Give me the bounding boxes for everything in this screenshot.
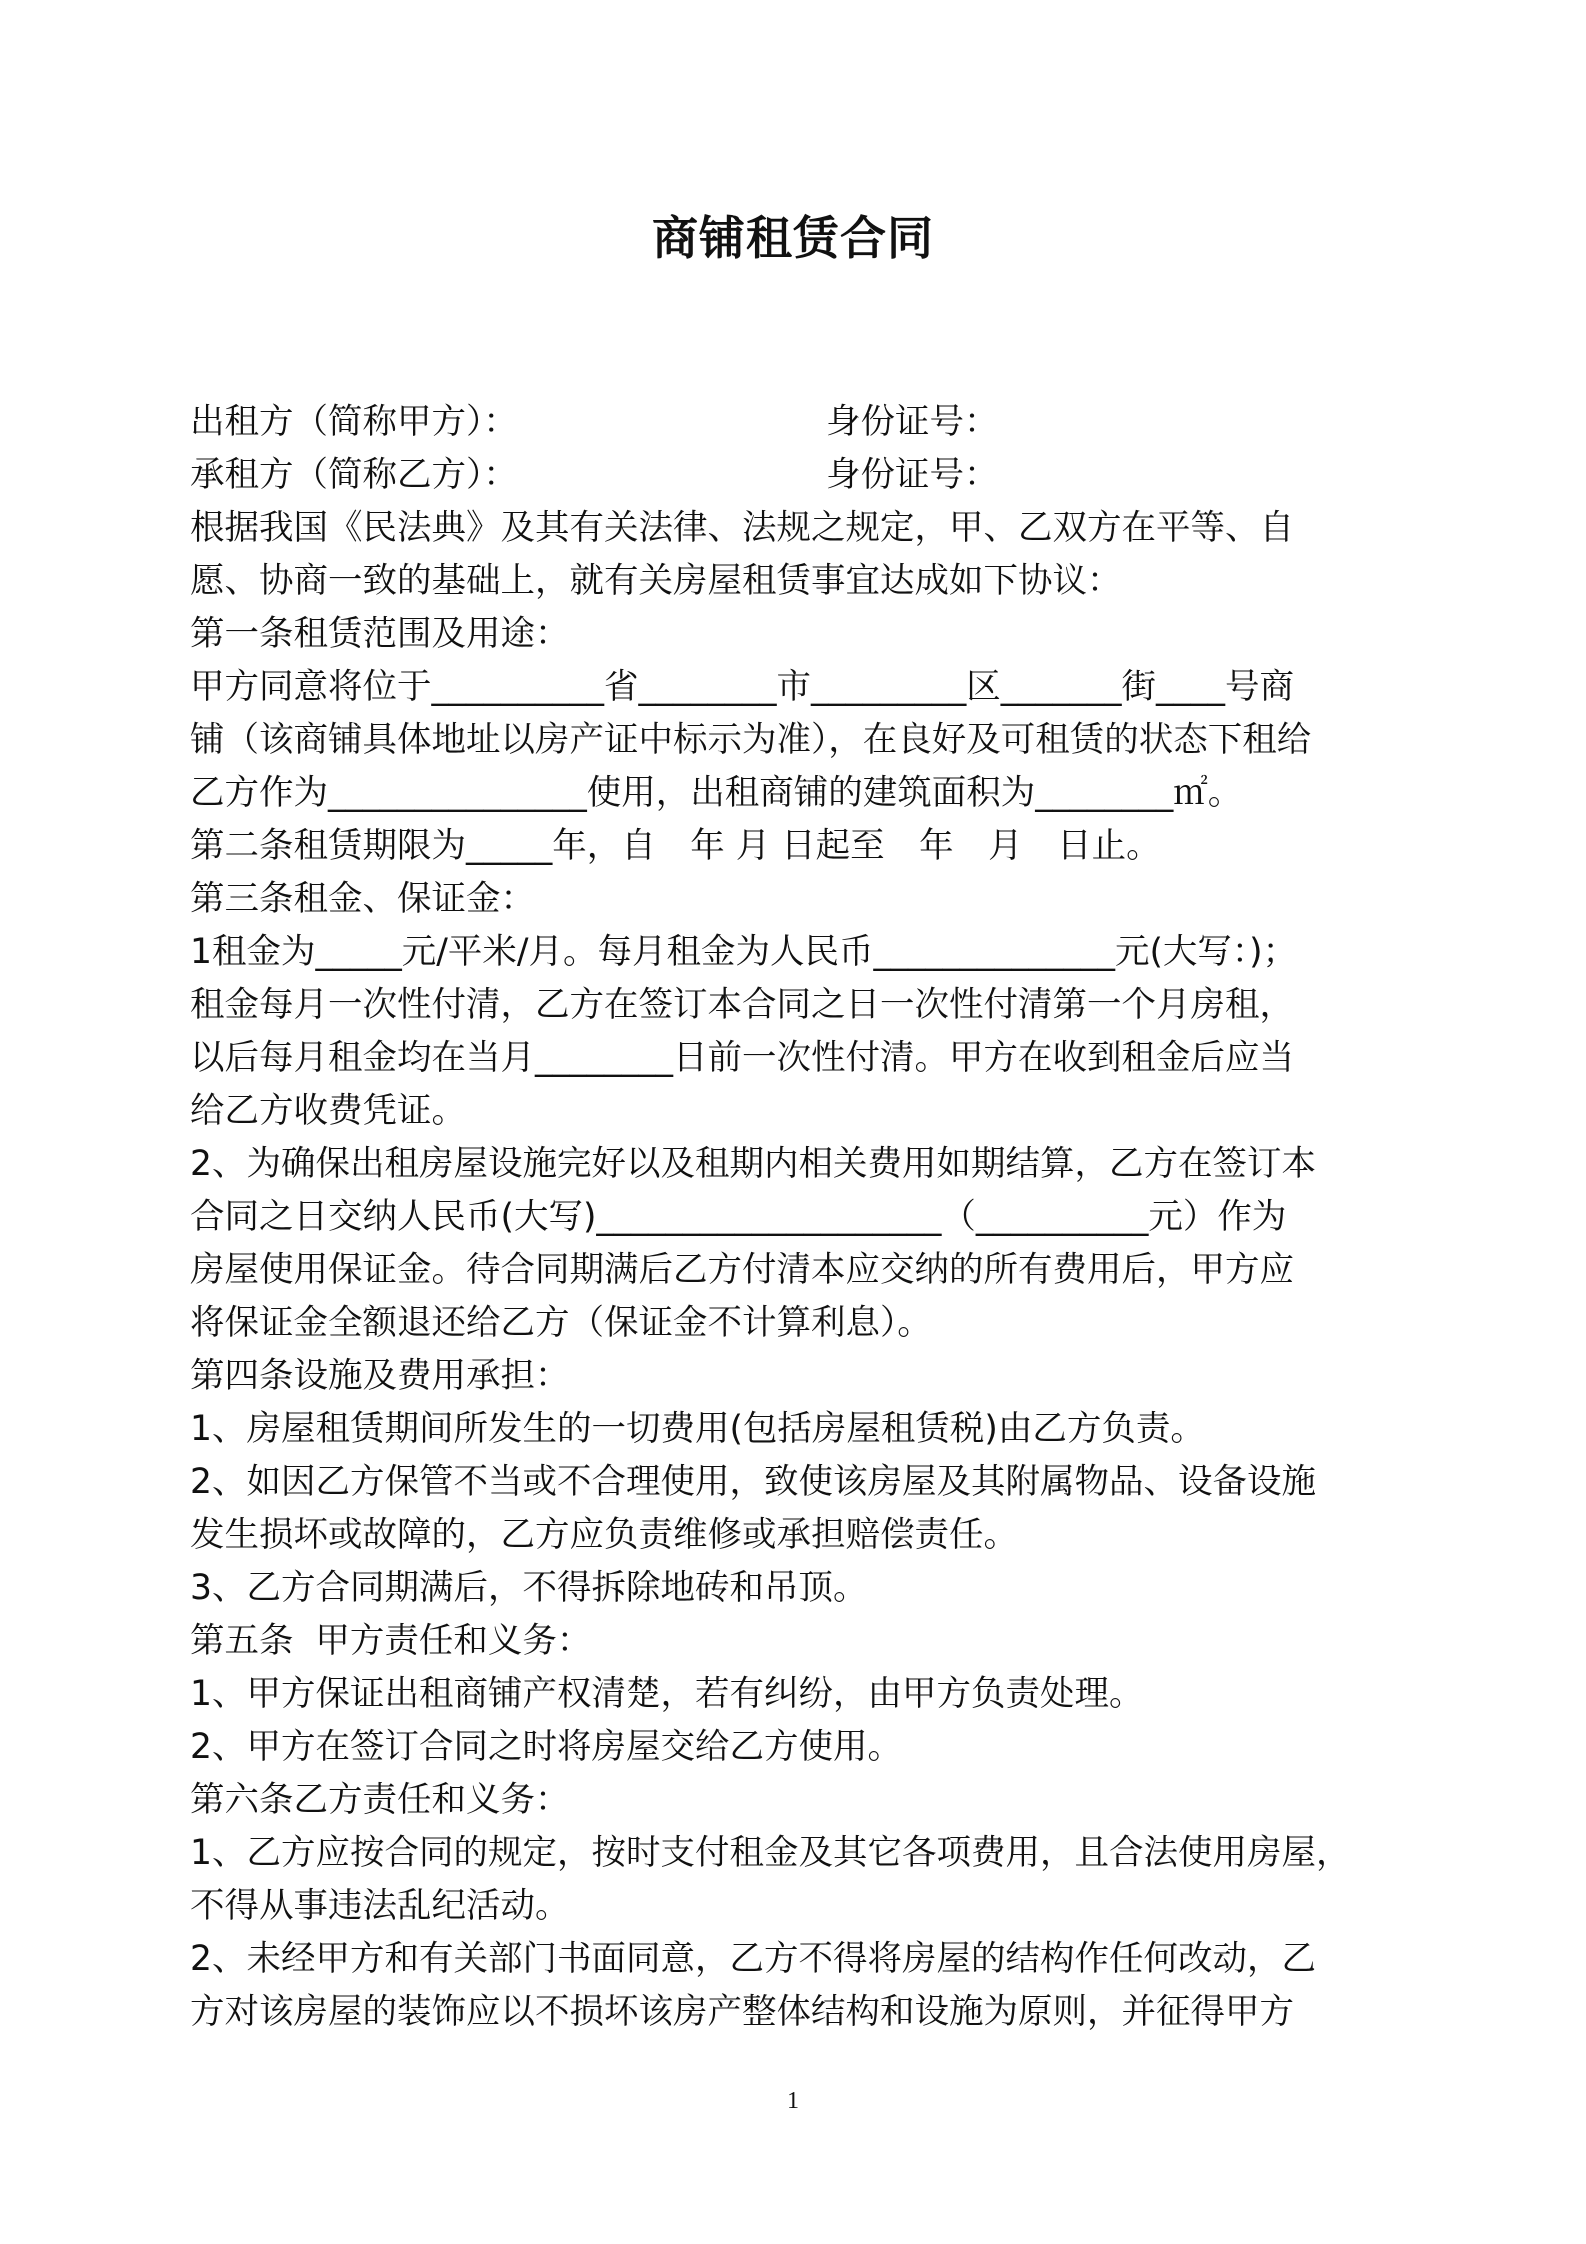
article-heading: 第五条 甲方责任和义务： bbox=[190, 1621, 592, 1661]
document-body bbox=[190, 396, 1410, 2039]
paragraph-line: 根据我国《民法典》及其有关法律、法规之规定，甲、乙双方在平等、自 bbox=[190, 508, 1294, 548]
lessee-label: 承租方（简称乙方）： bbox=[190, 455, 518, 495]
paragraph-line: 1、乙方应按合同的规定，按时支付租金及其它各项费用，且合法使用房屋， bbox=[190, 1833, 1351, 1873]
paragraph-line: 1、甲方保证出租商铺产权清楚，若有纠纷，由甲方负责处理。 bbox=[190, 1674, 1144, 1714]
paragraph-line: 发生损坏或故障的，乙方应负责维修或承担赔偿责任。 bbox=[190, 1515, 1018, 1555]
paragraph-line: 房屋使用保证金。待合同期满后乙方付清本应交纳的所有费用后，甲方应 bbox=[190, 1250, 1294, 1290]
lessor-line bbox=[190, 396, 1410, 449]
paragraph-line: 将保证金全额退还给乙方（保证金不计算利息）。 bbox=[190, 1303, 932, 1343]
paragraph-line: 合同之日交纳人民币(大写)____________________（__________元）作为 bbox=[190, 1197, 1287, 1237]
paragraph-line: 2、为确保出租房屋设施完好以及租期内相关费用如期结算，乙方在签订本 bbox=[190, 1144, 1316, 1184]
paragraph-line: 2、如因乙方保管不当或不合理使用，致使该房屋及其附属物品、设备设施 bbox=[190, 1462, 1316, 1502]
article-heading: 第六条乙方责任和义务： bbox=[190, 1780, 570, 1820]
paragraph-line: 乙方作为_______________使用，出租商铺的建筑面积为________㎡。 bbox=[190, 773, 1243, 813]
paragraph-line: 租金每月一次性付清，乙方在签订本合同之日一次性付清第一个月房租， bbox=[190, 985, 1294, 1025]
paragraph-line: 2、甲方在签订合同之时将房屋交给乙方使用。 bbox=[190, 1727, 902, 1767]
article-heading: 第四条设施及费用承担： bbox=[190, 1356, 570, 1396]
paragraph-line: 愿、协商一致的基础上，就有关房屋租赁事宜达成如下协议： bbox=[190, 561, 1122, 601]
paragraph-line: 给乙方收费凭证。 bbox=[190, 1091, 466, 1131]
paragraph-line: 2、未经甲方和有关部门书面同意，乙方不得将房屋的结构作任何改动，乙 bbox=[190, 1939, 1316, 1979]
lessee-line bbox=[190, 449, 1410, 502]
article-heading: 第二条租赁期限为_____年，自 年 月 日起至 年 月 日止。 bbox=[190, 826, 1161, 866]
paragraph-line: 1租金为_____元/平米/月。每月租金为人民币______________元(大写：)； bbox=[190, 932, 1298, 972]
paragraph-line: 铺（该商铺具体地址以房产证中标示为准），在良好及可租赁的状态下租给 bbox=[190, 720, 1312, 760]
article-heading: 第三条租金、保证金： bbox=[190, 879, 535, 919]
paragraph-line: 不得从事违法乱纪活动。 bbox=[190, 1886, 570, 1926]
lessee-id-label: 身份证号： bbox=[826, 455, 999, 495]
paragraph-line: 3、乙方合同期满后，不得拆除地砖和吊顶。 bbox=[190, 1568, 868, 1608]
document-title: 商铺租赁合同 bbox=[652, 211, 934, 265]
paragraph-line: 以后每月租金均在当月________日前一次性付清。甲方在收到租金后应当 bbox=[190, 1038, 1294, 1078]
lessor-id-label: 身份证号： bbox=[826, 402, 999, 442]
paragraph-line: 1、房屋租赁期间所发生的一切费用(包括房屋租赁税)由乙方负责。 bbox=[190, 1409, 1205, 1449]
paragraph-line: 方对该房屋的装饰应以不损坏该房产整体结构和设施为原则，并征得甲方 bbox=[190, 1992, 1294, 2032]
article-heading: 第一条租赁范围及用途： bbox=[190, 614, 570, 654]
paragraph-line: 甲方同意将位于__________省________市_________区_______街____号商 bbox=[190, 667, 1294, 707]
page-number: 1 bbox=[787, 2088, 799, 2114]
lessor-label: 出租方（简称甲方）： bbox=[190, 402, 518, 442]
